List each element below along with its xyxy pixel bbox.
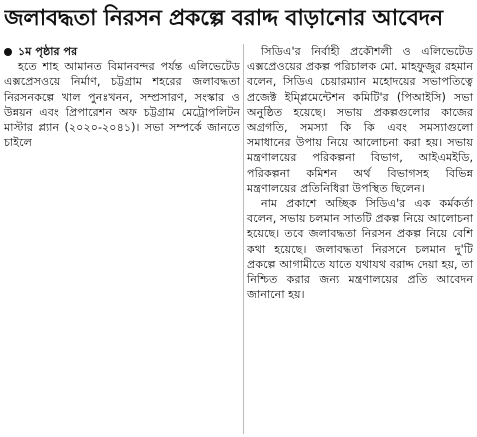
right-column xyxy=(247,44,473,302)
bullet-icon xyxy=(4,48,12,56)
continuation-kicker xyxy=(4,44,240,59)
right-paragraph-1: সিডিএ'র নির্বাহী প্রকৌশলী ও এলিভেটেড এক্সপ্রেওয়ের প্রকল্প পরিচালক মো. মাহফুজুর রহমান বলেন, সিডিএ চেয়ারম্যান মহোদয়ের সভাপতিত্বে প্রজেক্ট ইম্প্লিমেন্টেশন কমিটি'র (পিআইসি) সভা অনুষ্ঠিত হয়েছে। সভায় প্রকল্পগুলোর কাজের অগ্রগতি, সমস্যা কি কি এবং সমস্যাগুলো সমাধানের উপায় নিয়ে আলোচনা করা হয়। সভায় মন্ত্রণালয়ের পরিকল্পনা বিভাগ, আইএমইডি, পরিকল্পনা কমিশন অর্থ বিভাগসহ বিভিন্ন মন্ত্রণালয়ের প্রতিনিধিরা উপস্থিত ছিলেন। xyxy=(247,45,473,195)
kicker-text: ১ম পৃষ্ঠার পর xyxy=(18,45,78,58)
right-paragraph-2: নাম প্রকাশে অচ্ছিক সিডিএ'র এক কর্মকর্তা বলেন, সভায় চলমান সাতটি প্রকল্প নিয়ে আলোচনা হয়েছে। তবে জলাবদ্ধতা নিরসন প্রকল্প নিয়ে বেশি কথা হয়েছে। জলাবদ্ধতা নিরসনে চলমান দু'টি প্রকল্পে আগামীতে যাতে যথাযথ বরাদ্দ দেয়া হয়, তা নিশ্চিত করার জন্য মন্ত্রণালয়ের প্রতি আবেদন জানানো হয়। xyxy=(247,197,473,302)
left-column xyxy=(4,44,240,150)
column-divider xyxy=(243,44,244,434)
left-paragraph: হতে শাহ আমানত বিমানবন্দর পর্যন্ত এলিভেটেড এক্সপ্রেসওয়ে নির্মাণ, চট্টগ্রাম শহরের জলাবদ্ধতা নিরসনকল্পে খাল পুনঃখনন, সম্প্রসারণ, সংস্কার ও উন্নয়ন এবং প্রিপারেশন অফ চট্টগ্রাম মেট্রোপলিটন মাস্টার প্ল্যান (২০২০-২০৪১)। সভা সম্পর্কে জানতে চাইলে xyxy=(4,60,240,150)
headline: জলাবদ্ধতা নিরসন প্রকল্পে বরাদ্দ বাড়ানোর আবেদন xyxy=(4,6,443,31)
